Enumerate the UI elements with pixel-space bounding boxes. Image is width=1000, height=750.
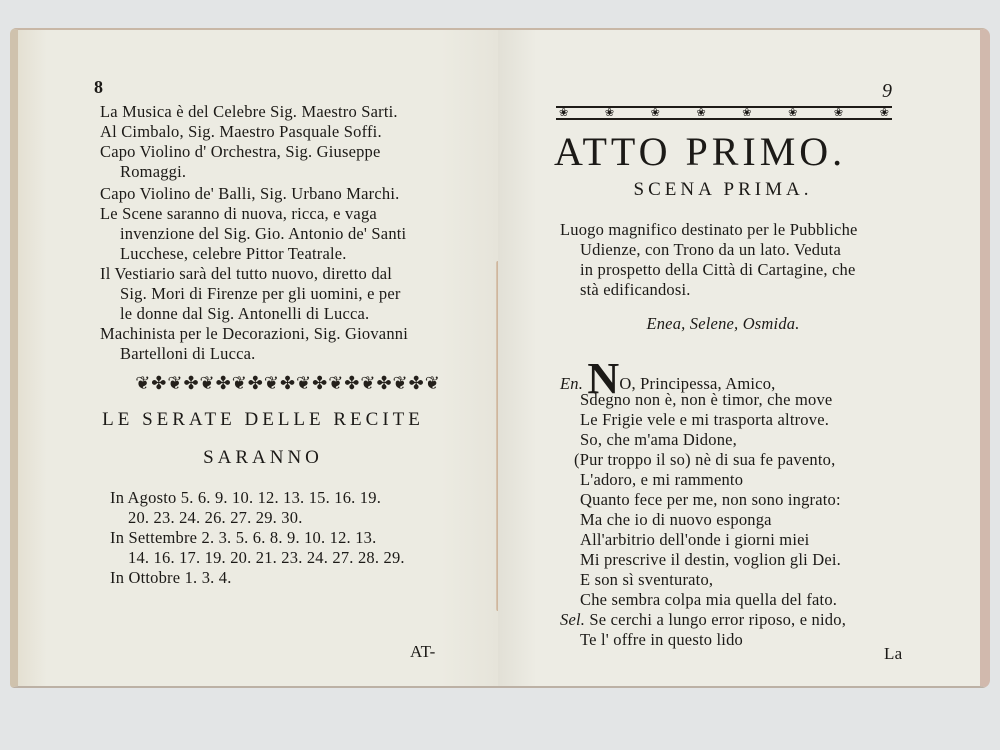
verse-line: E son sì sventurato, xyxy=(580,570,714,589)
catchword-left: AT- xyxy=(410,642,436,661)
verse-text: O, Principessa, Amico, xyxy=(619,374,776,393)
verse-line: Quanto fece per me, non sono ingrato: xyxy=(580,490,841,509)
shell-ornament-icon: ❀ xyxy=(693,108,708,118)
open-book xyxy=(10,28,998,690)
shell-ornament-icon: ❀ xyxy=(648,108,663,118)
shell-ornament-icon: ❀ xyxy=(785,108,800,118)
stage-direction-line: in prospetto della Città di Cartagine, che xyxy=(580,260,856,279)
credit-line: La Musica è del Celebre Sig. Maestro Sarti. xyxy=(100,102,398,121)
character-list: Enea, Selene, Osmida. xyxy=(646,314,800,333)
right-page xyxy=(498,28,990,688)
stage-direction-line: Luogo magnifico destinato per le Pubbliche xyxy=(560,220,858,239)
verse-line-speaker xyxy=(560,610,846,630)
credit-line: Sig. Mori di Firenze per gli uomini, e per xyxy=(120,284,401,303)
verse-line: Ma che io di nuovo esponga xyxy=(580,510,772,529)
credit-line: Romaggi. xyxy=(120,162,187,181)
credit-line: Al Cimbalo, Sig. Maestro Pasquale Soffi. xyxy=(100,122,382,141)
verse-line: Mi prescrive il destin, voglion gli Dei. xyxy=(580,550,841,569)
credit-line: Capo Violino d' Orchestra, Sig. Giuseppe xyxy=(100,142,381,161)
stage-direction-line: Udienze, con Trono da un lato. Veduta xyxy=(580,240,841,259)
verse-text: Se cerchi a lungo error riposo, e nido, xyxy=(589,610,847,629)
shell-ornament-icon: ❀ xyxy=(877,108,892,118)
page-number-left: 8 xyxy=(94,77,104,97)
decorative-rule-band xyxy=(556,106,892,120)
credit-line: Le Scene saranno di nuova, ricca, e vaga xyxy=(100,204,377,223)
shell-ornament-icon: ❀ xyxy=(556,108,571,118)
credit-line: Lucchese, celebre Pittor Teatrale. xyxy=(120,244,347,263)
verse-line: Che sembra colpa mia quella del fato. xyxy=(580,590,838,609)
credit-line: le donne dal Sig. Antonelli di Lucca. xyxy=(120,304,370,323)
verse-line: Sdegno non è, non è timor, che move xyxy=(580,390,833,409)
drop-cap: N xyxy=(587,354,620,403)
verse-line: (Pur troppo il so) nè di sua fe pavento, xyxy=(574,450,836,469)
credit-line: Bartelloni di Lucca. xyxy=(120,344,256,363)
performance-dates-line: 20. 23. 24. 26. 27. 29. 30. xyxy=(128,508,303,527)
page-number-right: 9 xyxy=(882,80,893,102)
catchword-right: La xyxy=(884,644,903,663)
act-title: ATTO PRIMO. xyxy=(554,129,847,174)
performance-dates-line: In Ottobre 1. 3. 4. xyxy=(110,568,232,587)
credit-line: Il Vestiario sarà del tutto nuovo, diretto dal xyxy=(100,264,393,283)
left-page xyxy=(10,28,498,688)
shell-ornament-icon: ❀ xyxy=(831,108,846,118)
shell-ornament-icon: ❀ xyxy=(602,108,617,118)
section-heading: LE SERATE DELLE RECITE xyxy=(102,409,424,430)
verse-line: So, che m'ama Didone, xyxy=(580,430,738,449)
verse-line: Le Frigie vele e mi trasporta altrove. xyxy=(580,410,830,429)
performance-dates-line: In Agosto 5. 6. 9. 10. 12. 13. 15. 16. 19. xyxy=(110,488,382,507)
performance-dates-line: In Settembre 2. 3. 5. 6. 8. 9. 10. 12. 13. xyxy=(110,528,377,547)
fleuron-ornament-row: ❦✤❦✤❦✤❦✤❦✤❦✤❦✤❦✤❦✤❦ xyxy=(135,373,441,393)
credit-line: Capo Violino de' Balli, Sig. Urbano Marchi. xyxy=(100,184,400,203)
credit-line: Machinista per le Decorazioni, Sig. Giovanni xyxy=(100,324,409,343)
scene-title: SCENA PRIMA. xyxy=(633,179,813,200)
verse-line: Te l' offre in questo lido xyxy=(580,630,743,649)
performance-dates-line: 14. 16. 17. 19. 20. 21. 23. 24. 27. 28. 29. xyxy=(128,548,405,567)
speaker-label: Sel. xyxy=(560,610,586,629)
stage-direction-line: stà edificandosi. xyxy=(580,280,691,299)
speaker-label: En. xyxy=(560,374,584,393)
verse-line: All'arbitrio dell'onde i giorni miei xyxy=(580,530,810,549)
shell-ornament-icon: ❀ xyxy=(739,108,754,118)
verse-line: L'adoro, e mi rammento xyxy=(580,470,744,489)
credit-line: invenzione del Sig. Gio. Antonio de' Santi xyxy=(120,224,407,243)
section-subheading: SARANNO xyxy=(203,447,323,468)
